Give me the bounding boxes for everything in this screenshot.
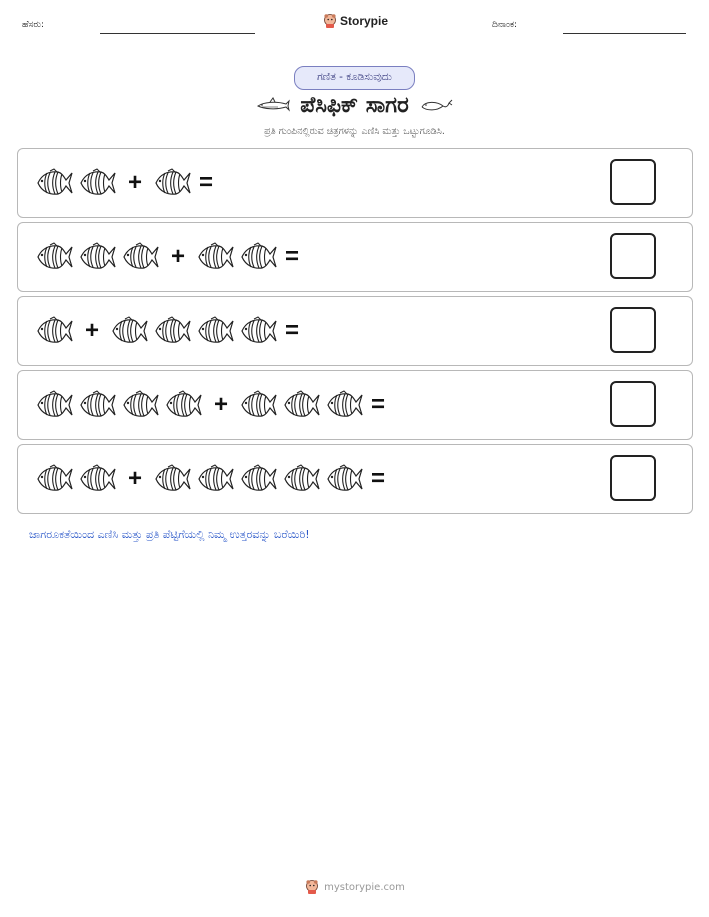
subject-badge: ಗಣಿತ - ಕೂಡಿಸುವುದು: [294, 66, 415, 90]
fish-icon: [79, 242, 122, 272]
name-line[interactable]: [100, 33, 255, 34]
plus-sign: +: [171, 243, 186, 270]
fish-icon: [79, 168, 122, 198]
problem-row: [17, 222, 693, 292]
fish-icon: [36, 316, 79, 346]
answer-box[interactable]: [610, 307, 656, 353]
fish-icon: [122, 390, 165, 420]
name-label: ಹೆಸರು:: [22, 20, 45, 30]
answer-box[interactable]: [610, 159, 656, 205]
equation: [36, 297, 311, 365]
equals-sign: =: [285, 243, 300, 270]
fish-icon: [36, 242, 79, 272]
brand-logo: [322, 13, 388, 29]
problem-row: [17, 296, 693, 366]
fish-icon: [154, 168, 197, 198]
equation: [36, 445, 397, 513]
plus-sign: +: [214, 391, 229, 418]
shark-icon: [256, 97, 290, 113]
fish-icon: [154, 316, 197, 346]
problem-row: [17, 148, 693, 218]
storypie-logo-icon: [304, 879, 320, 895]
brand-name: Storypie: [340, 14, 389, 28]
plus-sign: +: [85, 317, 100, 344]
equals-sign: =: [199, 169, 214, 196]
instruction-text: ಪ್ರತಿ ಗುಂಪಿನಲ್ಲಿರುವ ಚಿತ್ರಗಳನ್ನು ಎಣಿಸಿ ಮತ್ತು ಒಟ್ಟುಗೂಡಿಸಿ.: [264, 126, 445, 137]
problem-row: [17, 370, 693, 440]
fish-icon: [36, 464, 79, 494]
footer-note: ಜಾಗರೂಕತೆಯಿಂದ ಎಣಿಸಿ ಮತ್ತು ಪ್ರತಿ ಪೆಟ್ಟಿಗೆಯಲ್ಲಿ ನಿಮ್ಮ ಉತ್ತರವನ್ನು ಬರೆಯಿರಿ!: [29, 528, 310, 541]
plus-sign: +: [128, 465, 143, 492]
fish-icon: [240, 390, 283, 420]
footer-brand: [0, 879, 709, 895]
equation: [36, 149, 225, 217]
fish-icon: [240, 242, 283, 272]
answer-box[interactable]: [610, 455, 656, 501]
title-row: [0, 88, 709, 122]
fish-icon: [122, 242, 165, 272]
fish-icon: [197, 242, 240, 272]
equals-sign: =: [371, 391, 386, 418]
equation: [36, 223, 311, 291]
problem-row: [17, 444, 693, 514]
storypie-logo-icon: [322, 13, 338, 29]
fish-icon: [165, 390, 208, 420]
fish-icon: [240, 464, 283, 494]
fish-icon: [36, 390, 79, 420]
fish-icon: [154, 464, 197, 494]
fish-icon: [326, 390, 369, 420]
equals-sign: =: [285, 317, 300, 344]
fish-icon: [197, 464, 240, 494]
fish-icon: [197, 316, 240, 346]
fish-icon: [79, 464, 122, 494]
fish-icon: [240, 316, 283, 346]
fish-icon: [36, 168, 79, 198]
fish-icon: [283, 464, 326, 494]
fish-icon: [79, 390, 122, 420]
answer-box[interactable]: [610, 381, 656, 427]
date-label: ದಿನಾಂಕ:: [492, 20, 518, 30]
whale-icon: [419, 96, 453, 114]
fish-icon: [326, 464, 369, 494]
footer-url[interactable]: mystorypie.com: [324, 881, 405, 893]
fish-icon: [283, 390, 326, 420]
fish-icon: [111, 316, 154, 346]
plus-sign: +: [128, 169, 143, 196]
answer-box[interactable]: [610, 233, 656, 279]
page-title: ಪೆಸಿಫಿಕ್ ಸಾಗರ: [300, 92, 409, 118]
equation: [36, 371, 397, 439]
date-line[interactable]: [563, 33, 686, 34]
equals-sign: =: [371, 465, 386, 492]
